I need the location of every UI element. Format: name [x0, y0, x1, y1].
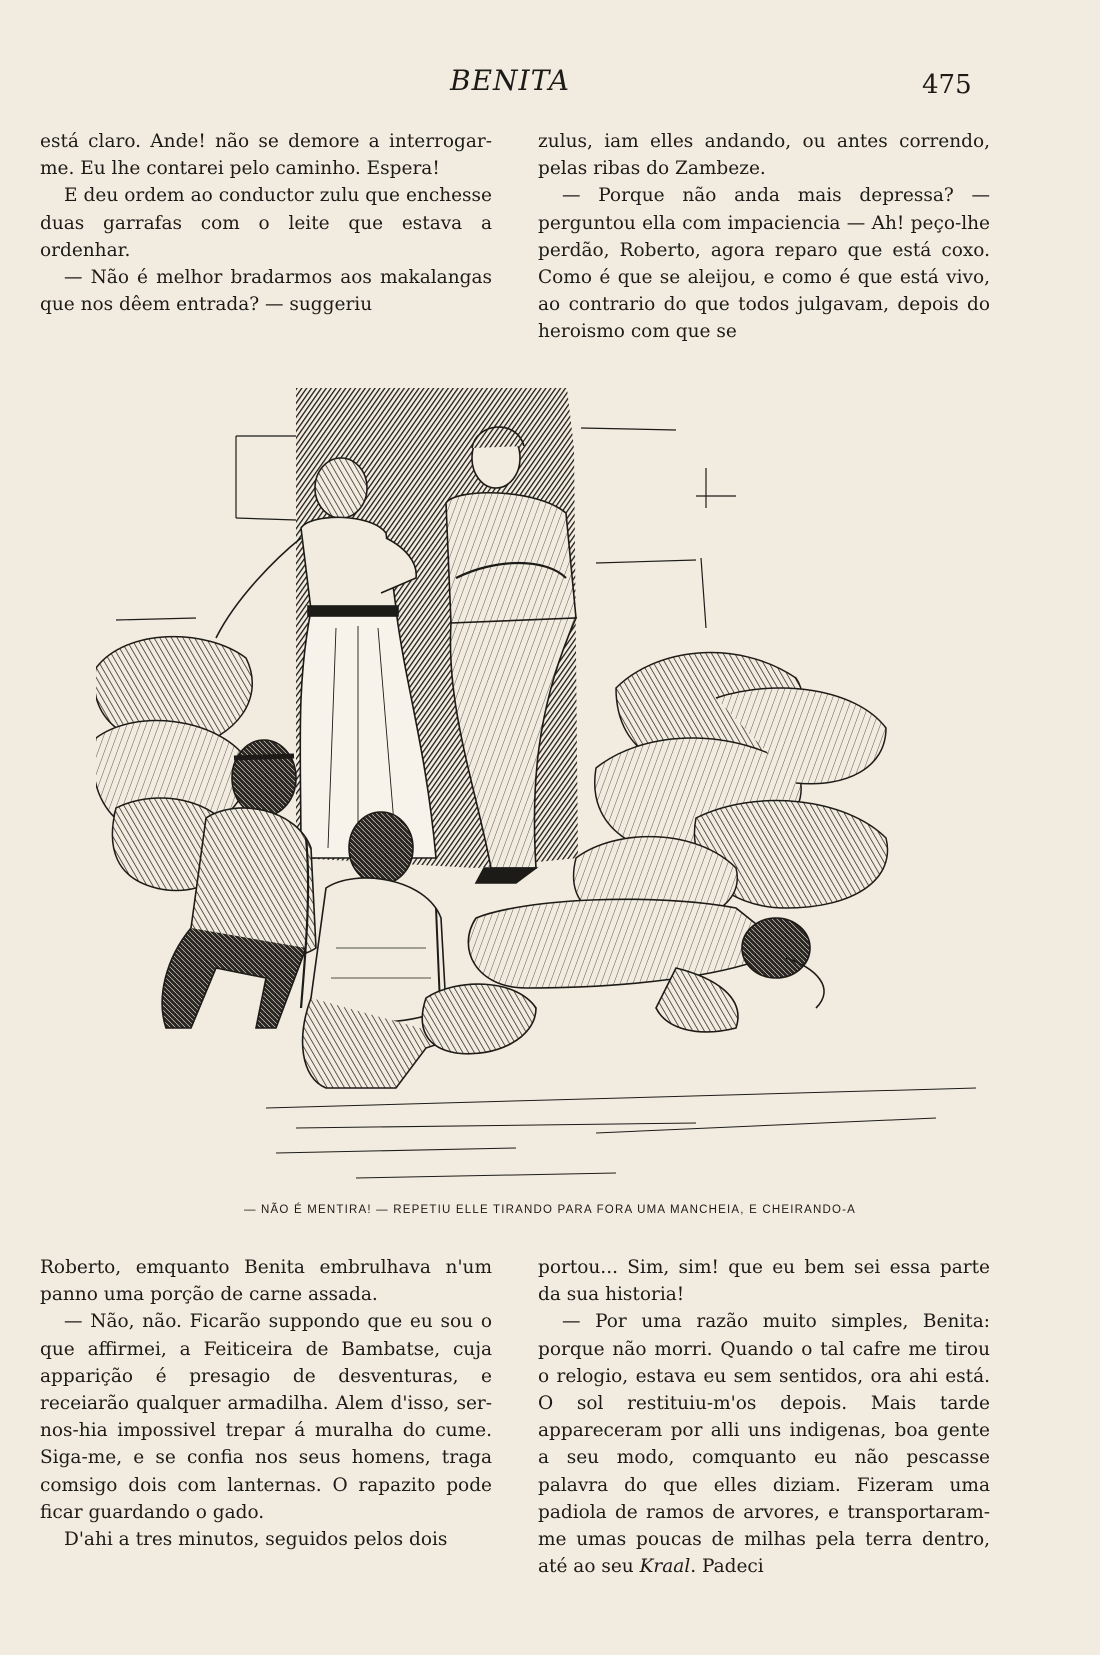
paragraph-text-end: . Padeci: [690, 1556, 764, 1578]
paragraph: [538, 1308, 990, 1580]
paragraph: zulus, iam elles andando, ou antes correndo, pelas ribas do Zambeze.: [538, 131, 990, 180]
running-head: [0, 64, 1100, 104]
sacks-right: [574, 653, 888, 928]
engraving-illustration: [96, 388, 976, 1188]
paragraph: — Não é melhor bradarmos aos makalangas que nos dêem entrada? — suggeriu: [40, 267, 492, 316]
fallen-man-figure: [422, 899, 824, 1053]
text-column-bottom-right: [538, 1254, 990, 1580]
paragraph: — Não, não. Ficarão suppondo que eu sou o que affirmei, a Feiticeira de Bambatse, cuja apparição é presagio de desventuras, e receiarão qualquer armadilha. Alem d'isso, ser-nos-hia impossivel trepar á muralha do cume. Siga-me, e se confia nos seus homens, traga comsigo dois com lanternas. O rapazito pode ficar guardando o gado.: [40, 1311, 492, 1523]
page-number: 475: [922, 70, 972, 100]
paragraph: — Porque não anda mais depressa? — perguntou ella com impaciencia — Ah! peço-lhe perdão, Roberto, agora reparo que está coxo. Como é que se aleijou, e como é que está vivo, ao contrario do que todos julgavam, depois do heroismo com que se: [538, 185, 990, 343]
paragraph: portou... Sim, sim! que eu bem sei essa parte da sua historia!: [538, 1257, 990, 1306]
ground-lines: [266, 1088, 976, 1178]
text-column-bottom-left: [40, 1254, 492, 1553]
illustration-caption: — NÃO É MENTIRA! — REPETIU ELLE TIRANDO PARA FORA UMA MANCHEIA, E CHEIRANDO-A: [243, 1204, 857, 1216]
paragraph: Roberto, emquanto Benita embrulhava n'um panno uma porção de carne assada.: [40, 1257, 492, 1306]
paragraph: D'ahi a tres minutos, seguidos pelos dois: [64, 1529, 448, 1551]
text-column-top-left: [40, 128, 492, 318]
text-column-top-right: [538, 128, 990, 346]
paragraph: está claro. Ande! não se demore a interrogar-me. Eu lhe contarei pelo caminho. Espera!: [40, 131, 492, 180]
paragraph: E deu ordem ao conductor zulu que enchesse duas garrafas com o leite que estava a ordenhar.: [40, 185, 492, 261]
chapter-title: BENITA: [450, 64, 570, 97]
italic-word: Kraal: [639, 1556, 691, 1578]
paragraph-text: — Por uma razão muito simples, Benita: porque não morri. Quando o tal cafre me tirou o relogio, estava eu sem sentidos, ora ahi está. O sol restituiu-m'os depois. Mais tarde appareceram por alli uns indigenas, boa gente a seu modo, comquanto eu não pescasse palavra do que elles diziam. Fizeram uma padiola de ramos de arvores, e transportaram-me umas poucas de milhas pela terra dentro, até ao seu: [538, 1311, 990, 1578]
